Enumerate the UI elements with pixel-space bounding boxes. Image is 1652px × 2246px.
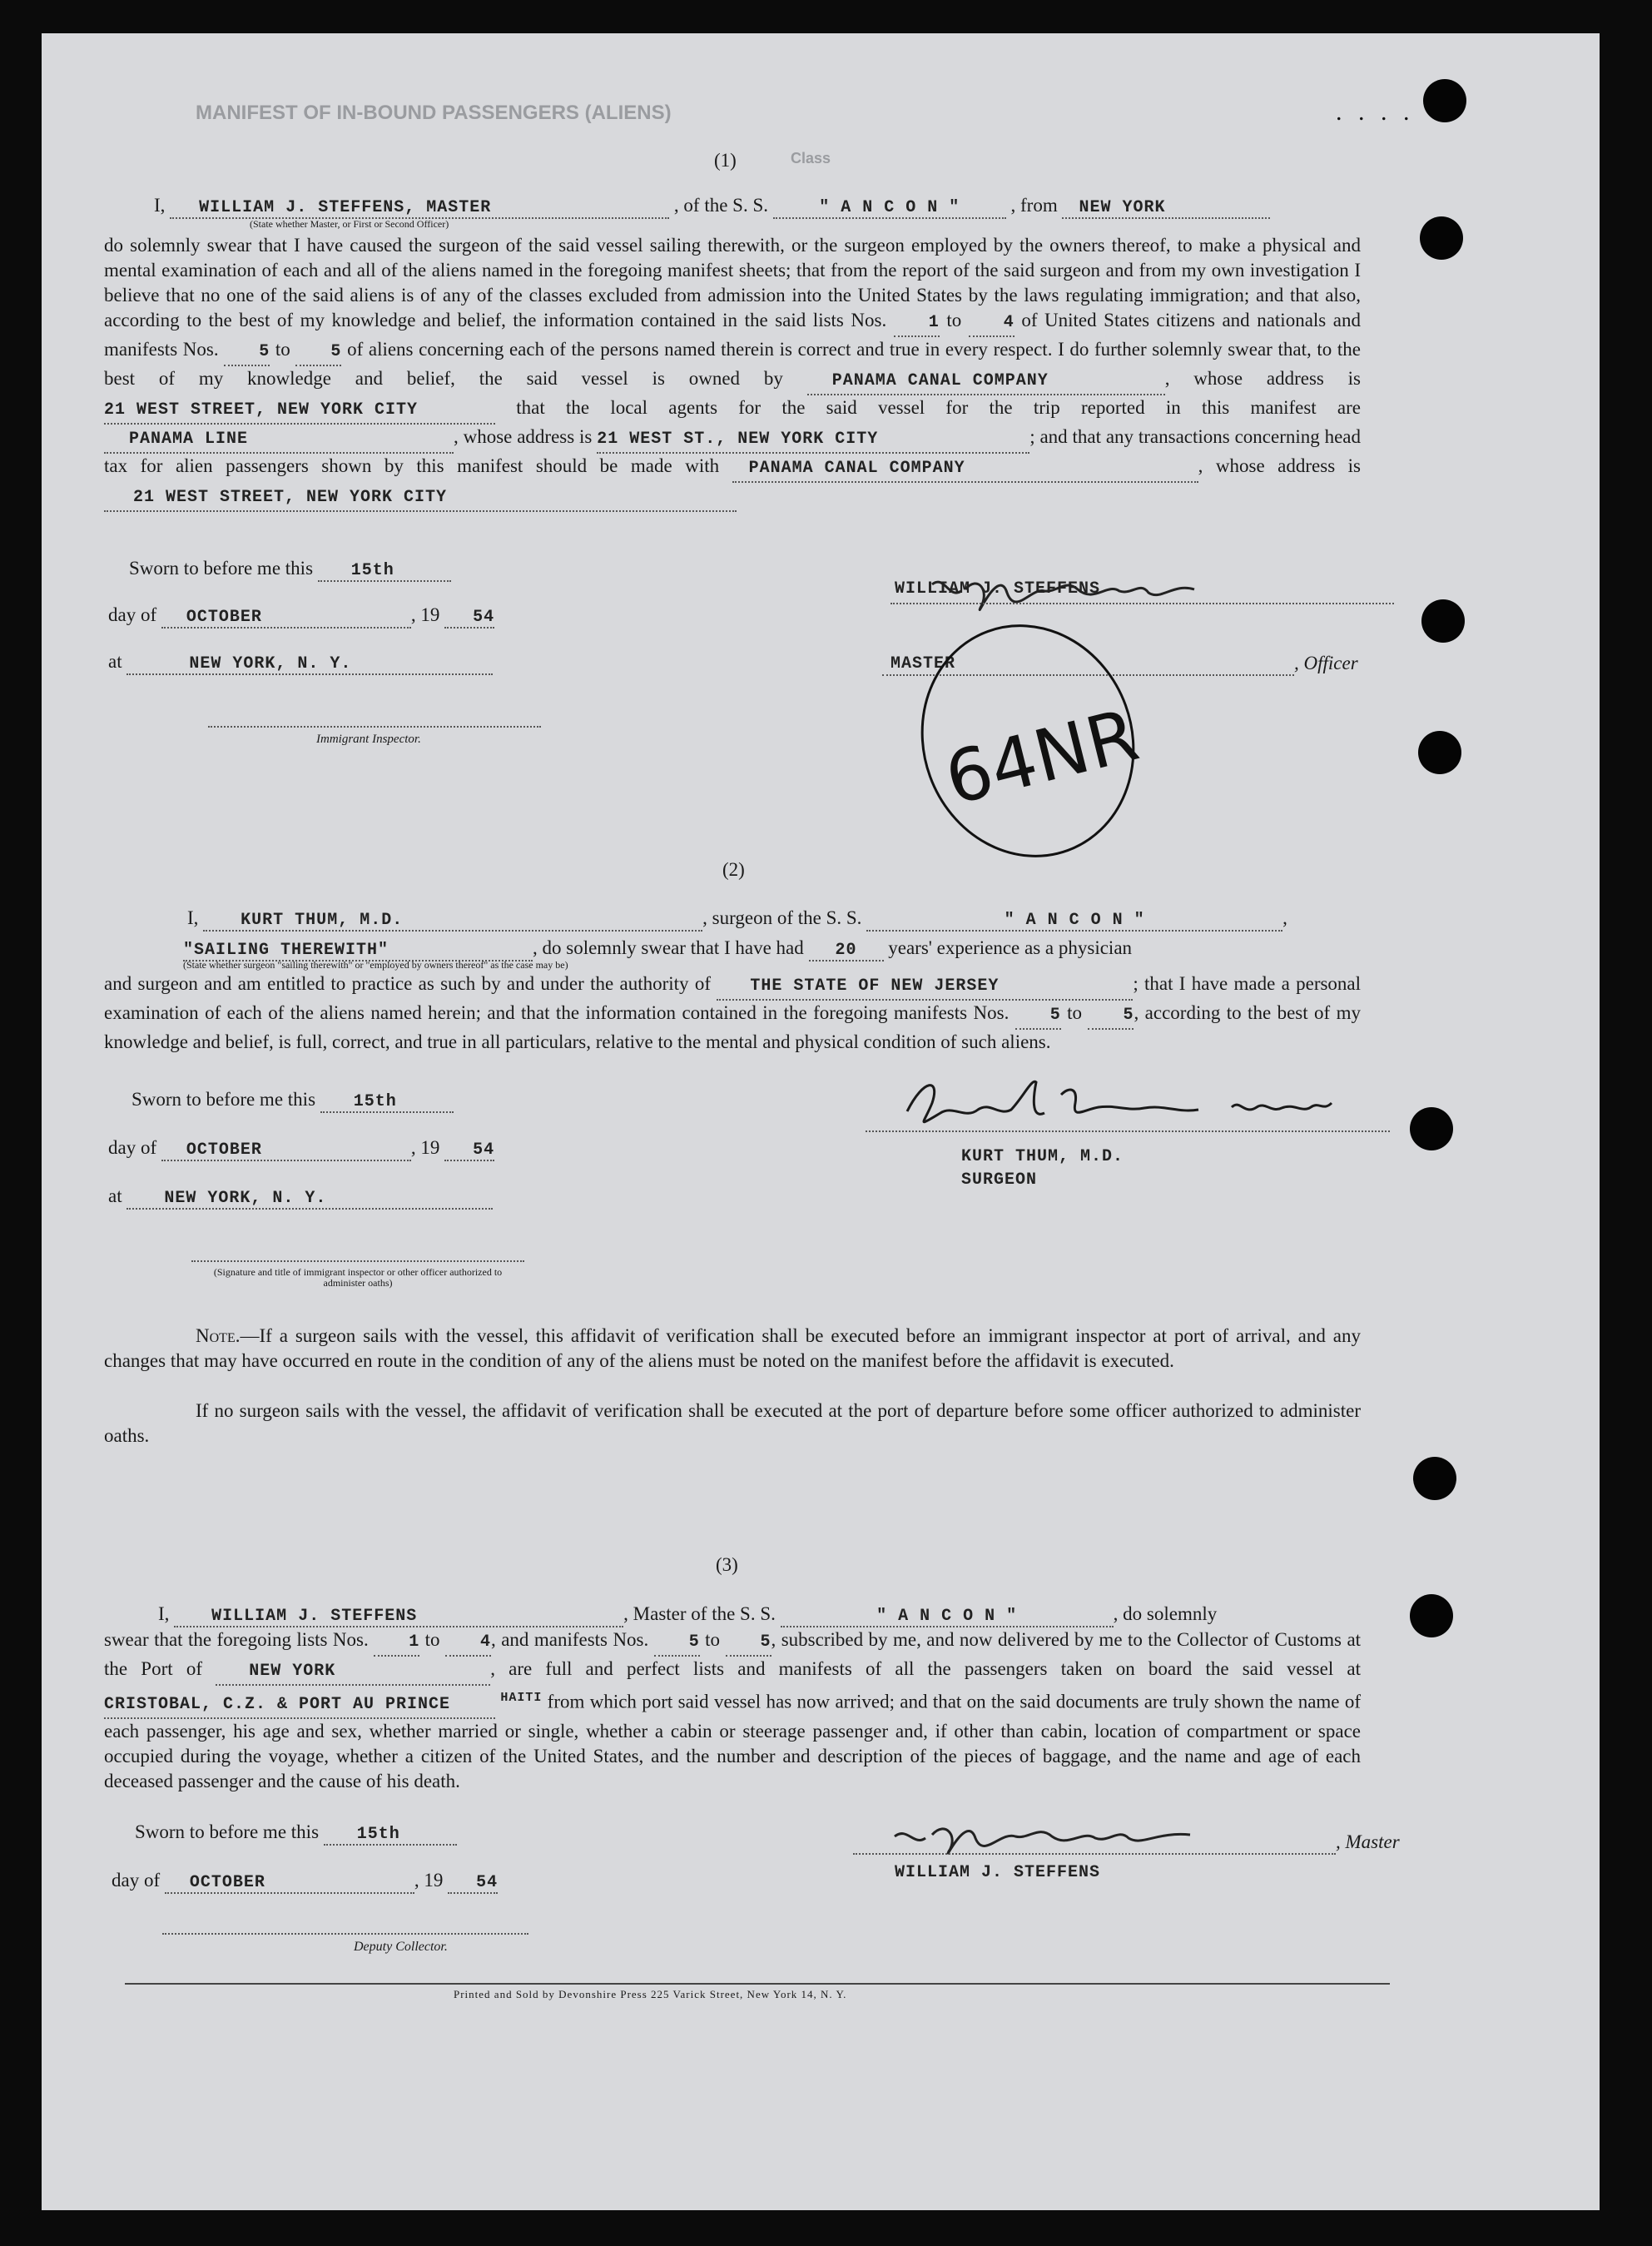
section-2-number: (2) [722,859,745,880]
s2-signature-caption: (Signature and title of immigrant inspector or other officer authorized to administer oaths) [213,1266,503,1289]
s3-port: NEW YORK [216,1659,490,1686]
s1-signer-typed: WILLIAM J. STEFFENS [895,579,1101,599]
s1-day-line: day of OCTOBER , 19 54 [108,604,495,627]
s1-master-line: I, WILLIAM J. STEFFENS, MASTER , of the S. S. " A N C O N " , from NEW YORK [154,195,1270,219]
s2-note: Note.—If a surgeon sails with the vessel, this affidavit of verification shall be executed before an immigrant inspector at port of arrival, and any changes that may have occurred en route in the condition of any of the aliens must be noted on the manifest before the affidavit is executed. [104,1325,1361,1371]
s3-ports-extra: HAITI [500,1691,543,1705]
s2-signer-typed: KURT THUM, M.D. [961,1147,1124,1166]
s2-surgeon-rule [866,1130,1390,1132]
s2-at-line: at NEW YORK, N. Y. [108,1185,493,1210]
s1-headtax: PANAMA CANAL COMPANY [732,456,1198,483]
s2-paragraph: and surgeon and am entitled to practice as such by and under the authority of THE STATE OF NEW JERSEY ; that I have made a personal examination of each of the aliens named herein; and that the information contained in the foregoing manifests Nos. 5 to 5, according to the best of my knowledge and belief, is full, correct, and true in all particulars, relative to the mental and physical condition of such aliens. [104,973,1362,1052]
binder-hole [1418,731,1461,774]
s1-master-hint: (State whether Master, or First or Second Officer) [250,218,449,230]
s1-at-line: at NEW YORK, N. Y. [108,651,493,675]
binder-hole [1420,216,1463,260]
s1-agent-address: 21 WEST ST., NEW YORK CITY [597,427,1029,454]
s2-surgeon-signature [890,1061,1390,1136]
section-3-number: (3) [716,1554,738,1575]
s1-title-typed: MASTER [890,654,956,673]
s1-ship: " A N C O N " [773,198,1006,219]
s3-master-caption: , Master [1336,1831,1400,1852]
s1-master-line-rule [890,603,1394,604]
s1-inspector-caption: Immigrant Inspector. [316,733,421,746]
s2-authority: THE STATE OF NEW JERSEY [717,974,1133,1001]
s1-owner-address: 21 WEST STREET, NEW YORK CITY [104,398,495,425]
s3-master-line: I, WILLIAM J. STEFFENS , Master of the S. S. " A N C O N " , do solemnly [158,1603,1218,1626]
s3-master-signature [866,1788,1248,1863]
manifest-page [42,33,1600,2210]
s3-master-rule [853,1853,1336,1855]
binder-hole [1410,1594,1453,1637]
footer-rule [125,1983,1390,1985]
s3-paragraph: swear that the foregoing lists Nos. 1 to 4, and manifests Nos. 5 to 5, subscribed by me, and now delivered by me to the Collector of Customs at the Port of NEW YORK , are full and perfect lists and manifests of all the passengers taken on board the said vessel at CRISTOBAL, C.Z. & PORT AU PRINCE $^{HAITI}$ from which port said vessel has now arrived; and that on the said documents are truly shown the name of each passenger, his age and sex, whether married or single, whether a cabin or steerage passenger and, if other than cabin, location of compartment or space occupied during the voyage, whether a citizen of the United States, and the number and description of the pieces of baggage, and the name and age of each deceased passenger and the cause of his death. [104,1629,1362,1791]
s2-inspector-signature-line [191,1260,524,1262]
binder-hole [1413,1457,1456,1500]
s2-surgeon-line: I, KURT THUM, M.D. , surgeon of the S. S. " A N C O N " , [187,907,1287,930]
s1-owner: PANAMA CANAL COMPANY [807,369,1165,395]
ink-dots: . . . . [1336,98,1415,126]
s1-officer-caption: , Officer [1294,653,1358,673]
section-1-number: (1) [714,150,737,171]
s1-agent: PANAMA LINE [104,427,454,454]
s1-from-port: NEW YORK [1062,198,1270,219]
s1-paragraph: do solemnly swear that I have caused the surgeon of the said vessel sailing therewith, or the surgeon employed by the owners thereof, to make a physical and mental examination of each and all of the aliens named in the foregoing manifest sheets; that from the report of the said surgeon and from my own investigation I believe that no one of the said aliens is of any of the classes excluded from admission into the United States by the laws regulating immigration; and that also, according to the best of my knowledge and belief, the information contained in the said lists Nos. 1 to 4 of United States citizens and nationals and manifests Nos. 5 to 5 of aliens concerning each of the persons named therein is correct and true in every respect. I do further solemnly swear that, to the best of my knowledge and belief, the said vessel is owned by PANAMA CANAL COMPANY , whose address is 21 WEST STREET, NEW YORK CITY that the local agents for the said vessel for the trip reported in this manifest are PANAMA LINE , whose address is 21 WEST ST., NEW YORK CITY ; and that any transactions concerning head tax for alien passengers shown by this manifest should be made with PANAMA CANAL COMPANY , whose address is 21 WEST STREET, NEW YORK CITY [104,233,1361,512]
s3-ports-from: CRISTOBAL, C.Z. & PORT AU PRINCE [104,1692,495,1719]
printer-line: Printed and Sold by Devonshire Press 225 Varick Street, New York 14, N. Y. [454,1988,847,2000]
binder-hole [1410,1107,1453,1150]
s2-note-2: If no surgeon sails with the vessel, the affidavit of verification shall be executed at the port of departure before some officer authorized to administer oaths. [104,1400,1361,1446]
s1-stamp-text: 64NR [937,693,1147,822]
s1-sworn-line: Sworn to before me this 15th [129,558,451,582]
s2-sailing-hint: (State whether surgeon "sailing therewith" or "employed by owners thereof" as the case may be) [183,959,568,971]
s3-day-line: day of OCTOBER , 19 54 [112,1870,499,1892]
s2-title-typed: SURGEON [961,1170,1038,1190]
s2-sailing-line: "SAILING THEREWITH" , do solemnly swear that I have had 20 years' experience as a physician [183,937,1133,960]
s3-signer-typed: WILLIAM J. STEFFENS [895,1863,1101,1882]
s2-sworn-line: Sworn to before me this 15th [131,1089,454,1113]
s1-inspector-signature-line [208,726,541,728]
binder-hole [1421,599,1465,643]
s3-sworn-line: Sworn to before me this 15th [135,1821,457,1846]
s1-master-name: WILLIAM J. STEFFENS, MASTER [170,198,669,219]
faded-header: MANIFEST OF IN-BOUND PASSENGERS (ALIENS) [196,102,672,124]
s2-day-line: day of OCTOBER , 19 54 [108,1137,495,1160]
faded-class-label: Class [791,150,831,166]
s3-collector-caption: Deputy Collector. [354,1940,448,1954]
s3-collector-signature-line [162,1933,528,1935]
binder-hole [1423,79,1466,122]
s1-headtax-address: 21 WEST STREET, NEW YORK CITY [104,485,737,512]
